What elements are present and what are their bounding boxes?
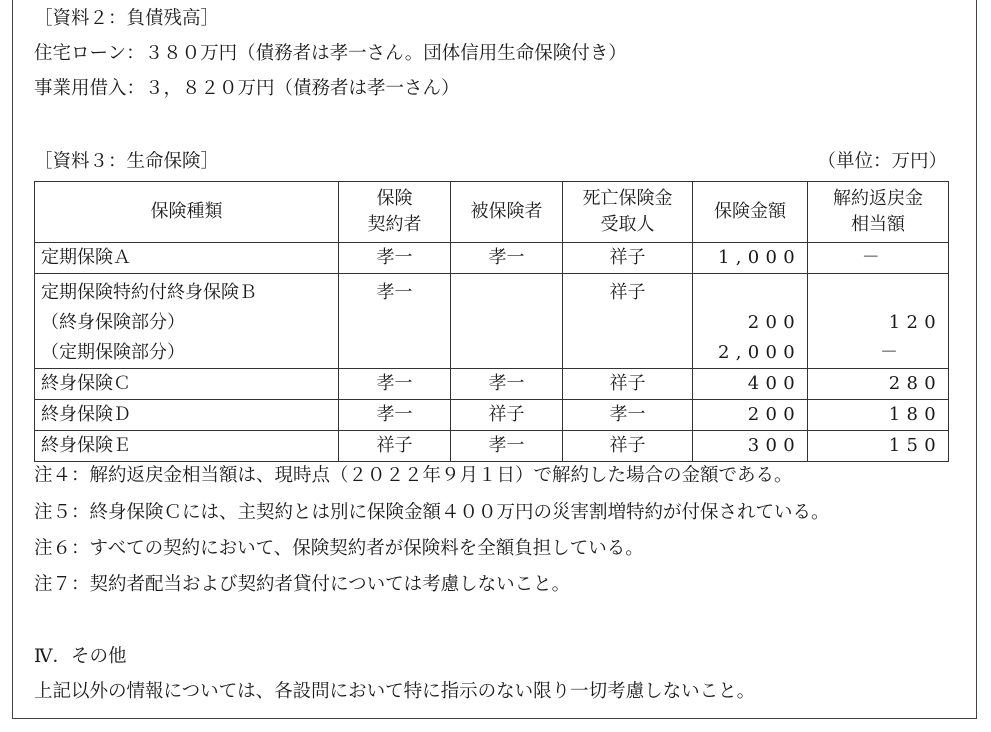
header-type: 保険種類: [35, 182, 339, 243]
header-surrender: 解約返戻金 相当額: [808, 182, 949, 243]
insurance-table: [34, 181, 949, 462]
insurance-heading: ［資料３：生命保険］: [34, 151, 220, 172]
unit-label: （単位：万円）: [817, 151, 947, 172]
debts-heading: ［資料２：負債残高］: [34, 8, 220, 29]
business-loan-line: 事業用借入：３，８２０万円（債務者は孝一さん）: [34, 78, 460, 99]
table-row: 終身保険Ｄ 孝一 祥子 孝一 200 180: [35, 400, 949, 431]
table-row: 定期保険特約付終身保険Ｂ （終身保険部分） （定期保険部分） 孝一 祥子 200 2,000 120 －: [35, 274, 949, 369]
header-insured: 被保険者: [451, 182, 563, 243]
note-6: 注６：すべての契約において、保険契約者が保険料を全額負担している。: [34, 538, 644, 559]
table-row: 終身保険Ｅ 祥子 孝一 祥子 300 150: [35, 431, 949, 462]
note-5: 注５：終身保険Ｃには、主契約とは別に保険金額４００万円の災害割増特約が付保されている。: [34, 502, 830, 523]
header-contractor: 保険 契約者: [339, 182, 451, 243]
note-4: 注４：解約返戻金相当額は、現時点（２０２２年９月１日）で解約した場合の金額である。: [34, 465, 793, 486]
other-text: 上記以外の情報については、各設問において特に指示のない限り一切考慮しないこと。: [34, 681, 756, 702]
table-row: 定期保険Ａ 孝一 孝一 祥子 1,000 －: [35, 243, 949, 274]
table-header-row: [35, 182, 949, 243]
mortgage-line: 住宅ローン：３８０万円（債務者は孝一さん。団体信用生命保険付き）: [34, 43, 627, 64]
header-amount: 保険金額: [693, 182, 808, 243]
note-7: 注７：契約者配当および契約者貸付については考慮しないこと。: [34, 574, 571, 595]
other-heading: Ⅳ．その他: [34, 646, 127, 667]
table-row: 終身保険Ｃ 孝一 孝一 祥子 400 280: [35, 369, 949, 400]
header-beneficiary: 死亡保険金 受取人: [563, 182, 693, 243]
